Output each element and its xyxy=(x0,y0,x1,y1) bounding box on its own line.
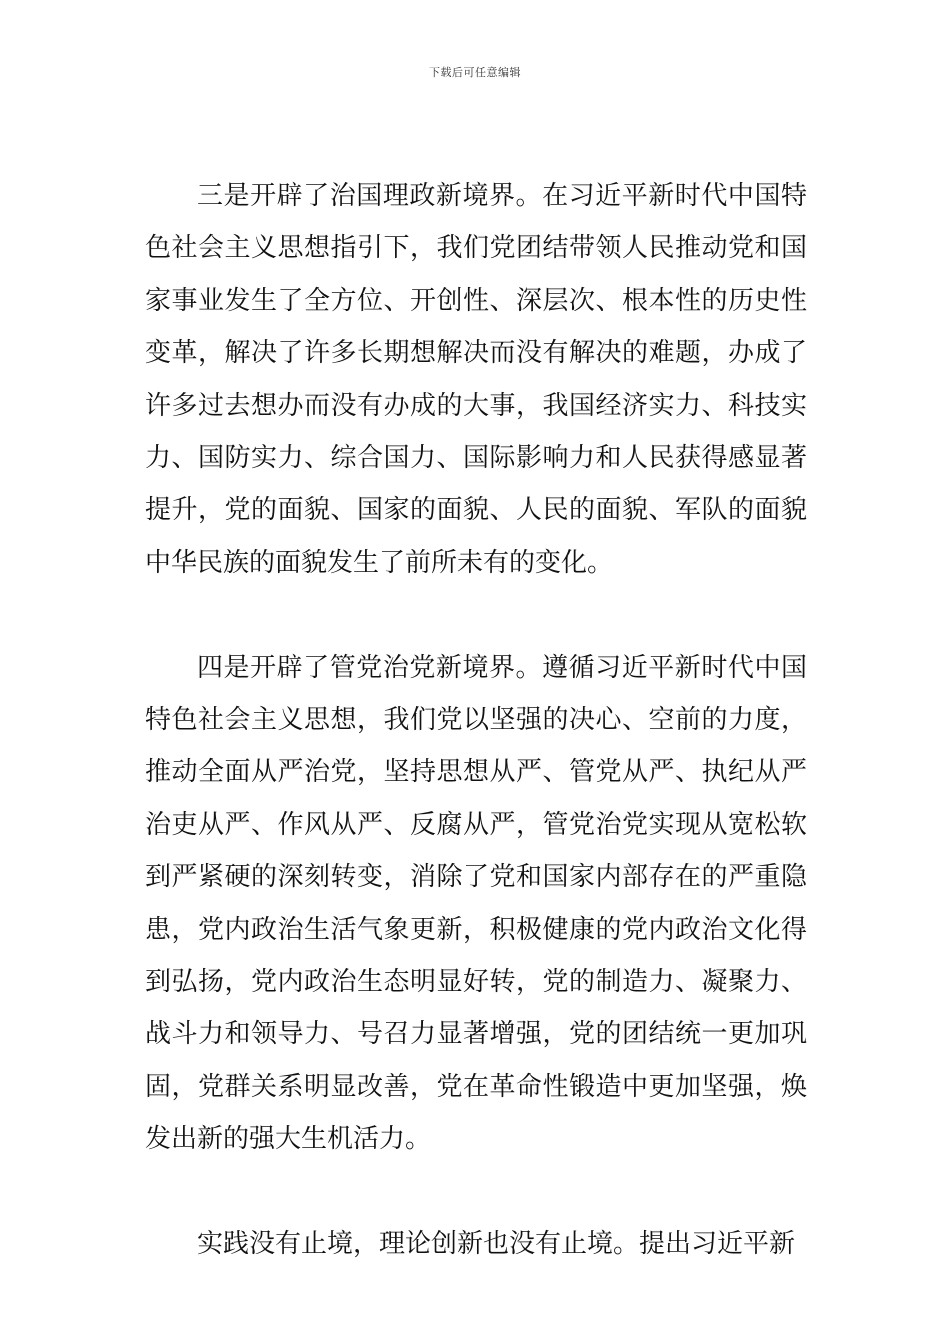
paragraph-3: 实践没有止境，理论创新也没有止境。提出习近平新 xyxy=(197,1229,796,1260)
paragraph-spacer xyxy=(145,1166,807,1218)
document-body xyxy=(145,170,807,1271)
paragraph-spacer xyxy=(145,589,807,641)
paragraph-1: 三是开辟了治国理政新境界。在习近平新时代中国特色社会主义思想指引下，我们党团结带领人民推动党和国家事业发生了全方位、开创性、深层次、根本性的历史性变革，解决了许多长期想解决而没有解决的难题，办成了许多过去想办而没有办成的大事，我国经济实力、科技实力、国防实力、综合国力、国际影响力和人民获得感显著提升，党的面貌、国家的面貌、人民的面貌、军队的面貌中华民族的面貌发生了前所未有的变化。 xyxy=(145,181,807,578)
paragraph-2: 四是开辟了管党治党新境界。遵循习近平新时代中国特色社会主义思想，我们党以坚强的决心、空前的力度，推动全面从严治党，坚持思想从严、管党从严、执纪从严治吏从严、作风从严、反腐从严，管党治党实现从宽松软到严紧硬的深刻转变，消除了党和国家内部存在的严重隐患，党内政治生活气象更新，积极健康的党内政治文化得到弘扬，党内政治生态明显好转，党的制造力、凝聚力、战斗力和领导力、号召力显著增强，党的团结统一更加巩固，党群关系明显改善，党在革命性锻造中更加坚强，焕发出新的强大生机活力。 xyxy=(145,652,807,1155)
page-header: 下载后可任意编辑 xyxy=(429,66,521,79)
